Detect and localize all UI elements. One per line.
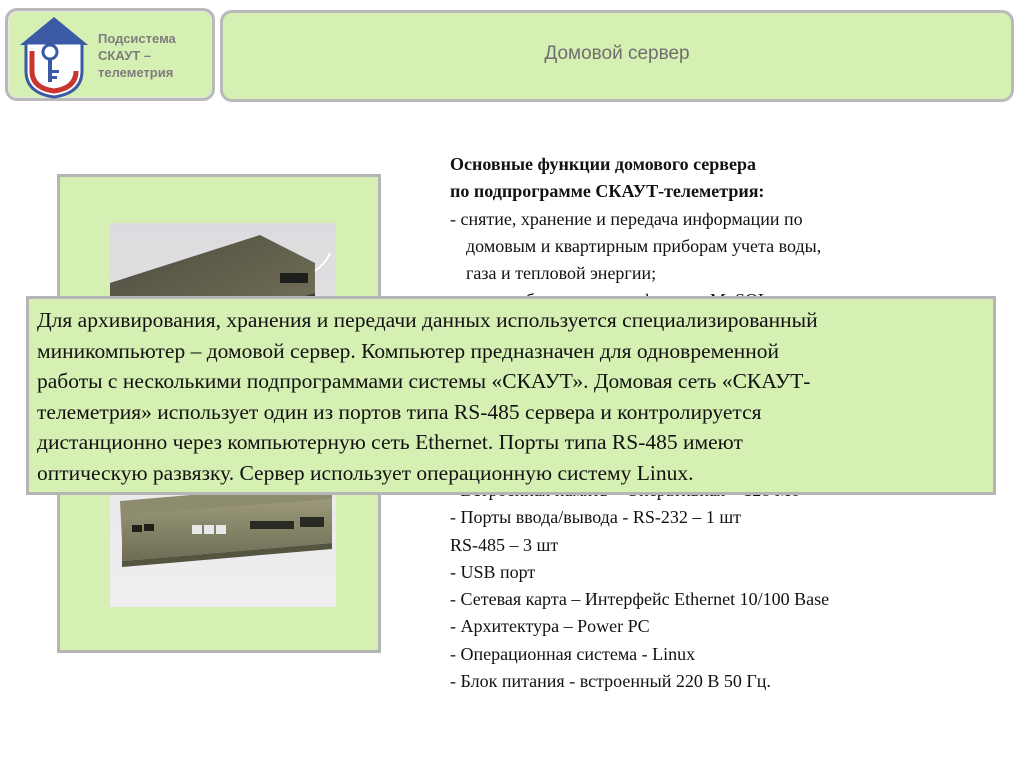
logo-text (98, 30, 213, 81)
spec-item: - Операционная система - Linux (450, 643, 696, 664)
title-panel (220, 10, 1014, 102)
logo-line: СКАУТ – (98, 48, 152, 63)
description-line: работы с несколькими подпрограммами системы «СКАУТ». Домовая сеть «СКАУТ- (37, 369, 811, 394)
spec-item: - Порты ввода/вывода - RS-232 – 1 шт (450, 507, 742, 528)
house-key-emblem-icon (18, 15, 90, 99)
spec-item: - Архитектура – Power PC (450, 616, 650, 637)
functions-heading: Основные функции домового сервера (450, 154, 756, 174)
spec-item: - Сетевая карта – Интерфейс Ethernet 10/100 Base (450, 589, 830, 610)
logo-line: Подсистема (98, 31, 176, 46)
server-specs (450, 477, 1010, 695)
spec-item: RS-485 – 3 шт (450, 534, 559, 555)
spec-item: - Блок питания - встроенный 220 В 50 Гц. (450, 671, 771, 692)
description-line: дистанционно через компьютерную сеть Ethernet. Порты типа RS-485 имеют (37, 430, 743, 455)
description-line: миникомпьютер – домовой сервер. Компьютер предназначен для одновременной (37, 338, 780, 363)
logo-line: телеметрия (98, 65, 174, 80)
description-line: оптическую развязку. Сервер использует операционную систему Linux. (37, 460, 694, 485)
description-line: телеметрия» использует один из портов типа RS-485 сервера и контролируется (37, 399, 762, 424)
server-functions (450, 151, 1010, 315)
function-item: газа и тепловой энергии; (466, 263, 657, 284)
description-line: Для архивирования, хранения и передачи данных используется специализированный (37, 308, 818, 332)
function-item: - снятие, хранение и передача информации по (450, 208, 803, 229)
functions-heading: по подпрограмме СКАУТ-телеметрия: (450, 181, 765, 202)
spec-item: - USB порт (450, 561, 536, 582)
slide-title: Домовой сервер (544, 43, 690, 64)
function-item: домовым и квартирным приборам учета воды, (466, 235, 822, 256)
description-overlay (26, 296, 996, 495)
logo-panel (5, 8, 215, 101)
